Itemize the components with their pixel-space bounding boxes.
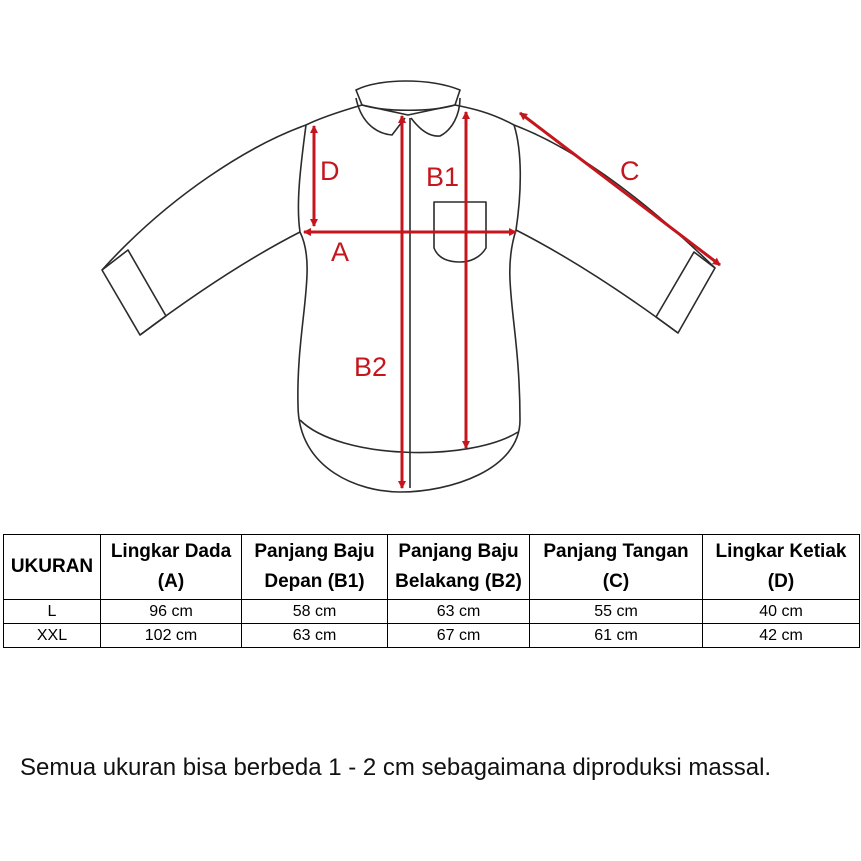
- table-header-row: [4, 535, 860, 600]
- header-chest: Lingkar Dada (A): [101, 535, 242, 600]
- label-b1: B1: [426, 162, 460, 192]
- shirt-left-sleeve: [102, 125, 306, 335]
- cell-front-length: 58 cm: [242, 600, 388, 624]
- arrow-c: [520, 113, 720, 265]
- shirt-hem-line: [300, 420, 518, 453]
- cell-sleeve-length: 61 cm: [530, 624, 703, 648]
- shirt-collar-right-flap: [411, 98, 460, 136]
- cell-size: XXL: [4, 624, 101, 648]
- cell-front-length: 63 cm: [242, 624, 388, 648]
- shirt-right-sleeve: [514, 125, 715, 333]
- cell-armhole: 40 cm: [703, 600, 860, 624]
- table-row: [4, 600, 860, 624]
- header-armhole: Lingkar Ketiak (D): [703, 535, 860, 600]
- size-chart-table: [3, 534, 860, 648]
- label-a: A: [331, 237, 350, 267]
- shirt-collar-band: [362, 105, 455, 110]
- cell-armhole: 42 cm: [703, 624, 860, 648]
- cell-back-length: 67 cm: [388, 624, 530, 648]
- header-back-length: Panjang Baju Belakang (B2): [388, 535, 530, 600]
- shirt-collar-left-flap: [356, 98, 405, 135]
- header-front-length: Panjang Baju Depan (B1): [242, 535, 388, 600]
- cell-size: L: [4, 600, 101, 624]
- size-tolerance-note: Semua ukuran bisa berbeda 1 - 2 cm sebagaimana diproduksi massal.: [20, 754, 772, 781]
- header-size: UKURAN: [4, 535, 101, 600]
- measurement-labels: [320, 156, 640, 382]
- label-d: D: [320, 156, 340, 186]
- cell-chest: 96 cm: [101, 600, 242, 624]
- cell-back-length: 63 cm: [388, 600, 530, 624]
- cell-chest: 102 cm: [101, 624, 242, 648]
- header-sleeve-length: Panjang Tangan (C): [530, 535, 703, 600]
- cell-sleeve-length: 55 cm: [530, 600, 703, 624]
- shirt-collar-left: [356, 81, 460, 105]
- table-row: [4, 624, 860, 648]
- shirt-left-cuff: [102, 250, 166, 335]
- shirt-outline: [102, 81, 715, 492]
- label-b2: B2: [354, 352, 388, 382]
- label-c: C: [620, 156, 640, 186]
